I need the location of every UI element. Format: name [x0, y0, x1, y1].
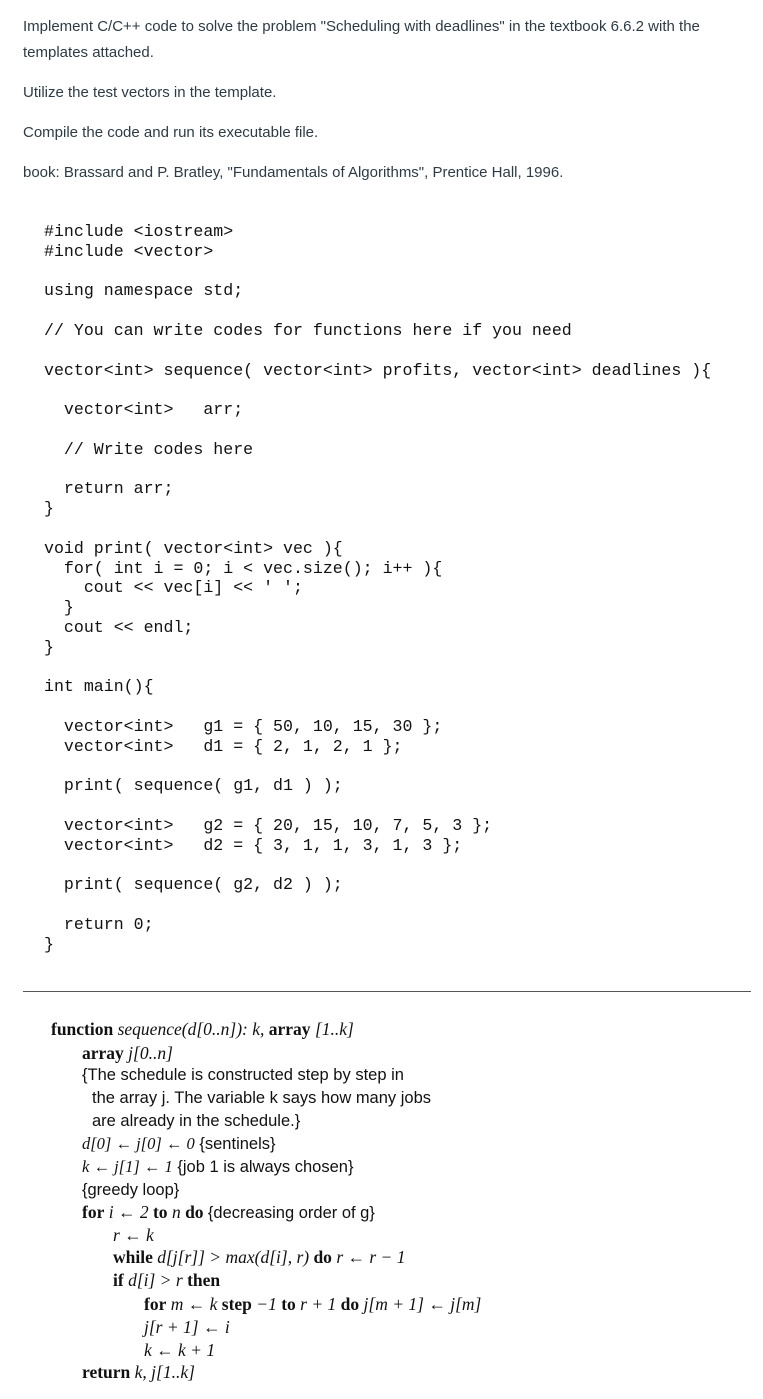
- code-line: void print( vector<int> vec ){: [44, 538, 343, 558]
- pseudo-line-8: {greedy loop}: [82, 1181, 180, 1199]
- code-line: vector<int> d2 = { 3, 1, 1, 3, 1, 3 };: [44, 835, 463, 855]
- code-line: int main(){: [44, 677, 154, 697]
- code-line: #include <vector>: [44, 241, 214, 261]
- pseudo-line-13: for m ← k step −1 to r + 1 do j[m + 1] ← j[m]: [144, 1294, 482, 1314]
- code-line: print( sequence( g1, d1 ) );: [44, 776, 343, 796]
- instruction-line-4: Compile the code and run its executable file.: [23, 124, 319, 141]
- code-line: vector<int> g2 = { 20, 15, 10, 7, 5, 3 };: [44, 815, 493, 835]
- code-line: vector<int> d1 = { 2, 1, 2, 1 };: [44, 736, 403, 756]
- pseudo-line-14: j[r + 1] ← i: [144, 1317, 230, 1337]
- code-line: [44, 658, 711, 678]
- pseudo-line-9: for i ← 2 to n do {decreasing order of g}: [82, 1202, 375, 1222]
- pseudo-line-15: k ← k + 1: [144, 1340, 216, 1360]
- code-line: [44, 460, 711, 480]
- pseudo-line-16: return k, j[1..k]: [82, 1362, 195, 1382]
- code-line: cout << endl;: [44, 617, 194, 637]
- pseudo-line-12: if d[i] > r then: [113, 1270, 221, 1290]
- code-line: // You can write codes for functions here if you need: [44, 320, 572, 340]
- code-line: }: [44, 934, 54, 954]
- code-line: [44, 895, 711, 915]
- code-line: print( sequence( g2, d2 ) );: [44, 875, 343, 895]
- code-line: #include <iostream>: [44, 222, 234, 241]
- code-line: [44, 341, 711, 361]
- pseudo-line-2: array j[0..n]: [82, 1043, 173, 1063]
- instruction-line-3: Utilize the test vectors in the template.: [23, 84, 277, 101]
- instruction-line-2: templates attached.: [23, 44, 154, 61]
- code-line: [44, 262, 711, 282]
- code-line: }: [44, 598, 74, 618]
- code-line: [44, 301, 711, 321]
- code-line: [44, 519, 711, 539]
- code-line: [44, 697, 711, 717]
- question-text: [23, 14, 753, 186]
- instruction-line-1: Implement C/C++ code to solve the problem "Scheduling with deadlines" in the textbook 6.6.2 with the: [23, 18, 700, 35]
- code-line: [44, 796, 711, 816]
- code-line: }: [44, 499, 54, 519]
- code-line: [44, 757, 711, 777]
- pseudo-line-5: are already in the schedule.}: [92, 1112, 301, 1130]
- code-line: [44, 420, 711, 440]
- pseudo-line-3: {The schedule is constructed step by step in: [82, 1066, 404, 1084]
- pseudo-line-6: d[0] ← j[0] ← 0 {sentinels}: [82, 1134, 276, 1153]
- code-line: }: [44, 637, 54, 657]
- divider: [23, 991, 751, 992]
- pseudo-line-11: while d[j[r]] > max(d[i], r) do r ← r − 1: [113, 1247, 406, 1267]
- code-line: // Write codes here: [44, 439, 254, 459]
- pseudo-line-7: k ← j[1] ← 1 {job 1 is always chosen}: [82, 1157, 354, 1176]
- code-line: [44, 380, 711, 400]
- code-line: [44, 856, 711, 876]
- code-template: [44, 222, 711, 954]
- pseudo-line-10: r ← k: [113, 1225, 154, 1245]
- code-line: return 0;: [44, 914, 154, 934]
- code-line: vector<int> sequence( vector<int> profits, vector<int> deadlines ){: [44, 360, 712, 380]
- code-line: return arr;: [44, 479, 174, 499]
- code-line: vector<int> arr;: [44, 400, 244, 420]
- code-line: using namespace std;: [44, 281, 244, 301]
- pseudo-line-1: function sequence(d[0..n]): k, array [1..k]: [51, 1019, 354, 1039]
- code-line: for( int i = 0; i < vec.size(); i++ ){: [44, 558, 443, 578]
- code-line: vector<int> g1 = { 50, 10, 15, 30 };: [44, 716, 443, 736]
- book-reference: book: Brassard and P. Bratley, "Fundamentals of Algorithms", Prentice Hall, 1996.: [23, 164, 564, 181]
- code-line: cout << vec[i] << ' ';: [44, 578, 303, 598]
- pseudo-line-4: the array j. The variable k says how many jobs: [92, 1089, 432, 1107]
